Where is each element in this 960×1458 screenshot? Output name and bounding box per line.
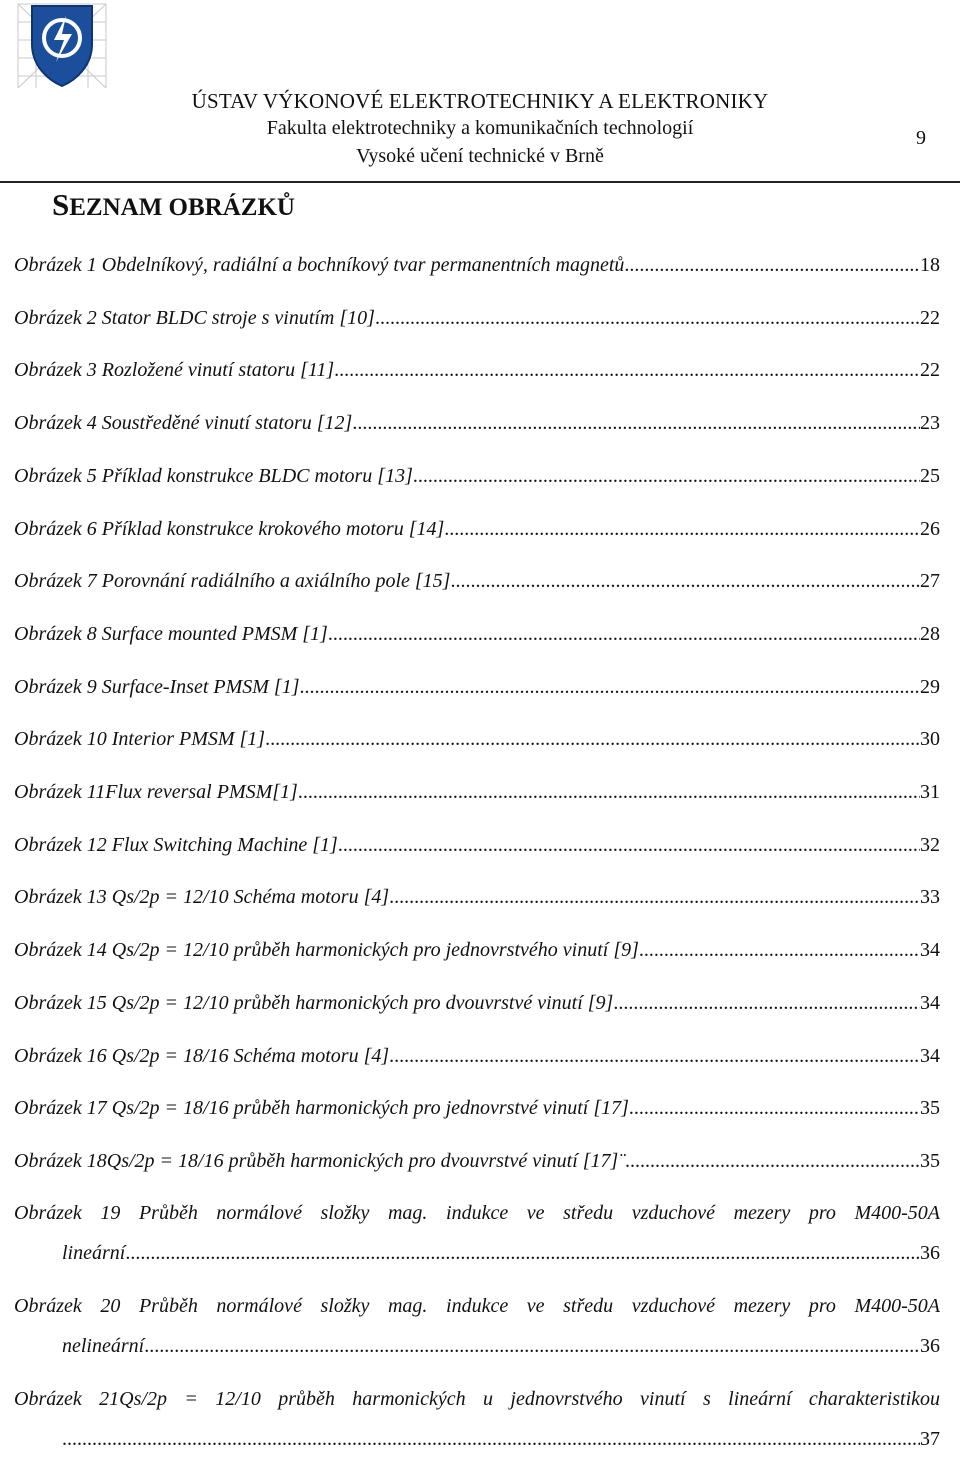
- toc-entry-title: Obrázek 17 Qs/2p = 18/16 průběh harmonických pro jednovrstvé vinutí [17]: [14, 1097, 629, 1119]
- toc-entry-title: Obrázek 5 Příklad konstrukce BLDC motoru [13]: [14, 465, 413, 487]
- institute-name: ÚSTAV VÝKONOVÉ ELEKTROTECHNIKY A ELEKTRONIKY: [191, 89, 769, 113]
- toc-entry-title: Obrázek 7 Porovnání radiálního a axiálního pole [15]: [14, 570, 451, 592]
- toc-leader-dots: [375, 307, 920, 330]
- toc-entry-page: 22: [920, 307, 940, 329]
- toc-entry-continuation[interactable]: [62, 1242, 940, 1272]
- toc-entry-title-line1[interactable]: Obrázek 20 Průběh normálové složky mag. indukce ve středu vzduchové mezery pro M400-50A: [14, 1295, 940, 1317]
- toc-entry-page: 22: [920, 359, 940, 381]
- toc-entry[interactable]: [14, 992, 940, 1022]
- university-name: Vysoké učení technické v Brně: [356, 145, 604, 167]
- toc-entry-title: Obrázek 9 Surface-Inset PMSM [1]: [14, 676, 300, 698]
- toc-leader-dots: [62, 1428, 920, 1451]
- toc-entry-page: 29: [920, 676, 940, 698]
- toc-entry-page: 27: [920, 570, 940, 592]
- toc-leader-dots: [625, 1150, 920, 1173]
- toc-entry[interactable]: [14, 465, 940, 495]
- section-title-initial: S: [52, 187, 70, 222]
- toc-entry-page: 32: [920, 834, 940, 856]
- toc-entry-title-line1[interactable]: Obrázek 19 Průběh normálové složky mag. indukce ve středu vzduchové mezery pro M400-50A: [14, 1202, 940, 1224]
- toc-entry[interactable]: [14, 570, 940, 600]
- toc-entry-title: Obrázek 10 Interior PMSM [1]: [14, 728, 266, 750]
- toc-entry[interactable]: [14, 623, 940, 653]
- toc-entry-page: 34: [920, 1045, 940, 1067]
- toc-entry-continuation[interactable]: [62, 1428, 940, 1458]
- toc-entry[interactable]: [14, 254, 940, 284]
- toc-leader-dots: [413, 465, 920, 488]
- toc-entry[interactable]: [14, 1150, 940, 1180]
- toc-entry-page: 34: [920, 939, 940, 961]
- toc-entry-title: Obrázek 12 Flux Switching Machine [1]: [14, 834, 338, 856]
- toc-entry-page: 30: [920, 728, 940, 750]
- toc-entry-title: Obrázek 8 Surface mounted PMSM [1]: [14, 623, 328, 645]
- toc-leader-dots: [613, 992, 920, 1015]
- toc-entry[interactable]: [14, 518, 940, 548]
- toc-leader-dots: [389, 1045, 920, 1068]
- toc-leader-dots: [450, 570, 920, 593]
- toc-leader-dots: [144, 1335, 920, 1358]
- toc-leader-dots: [265, 728, 920, 751]
- toc-leader-dots: [300, 676, 921, 699]
- toc-entry-continuation[interactable]: [62, 1335, 940, 1365]
- toc-entry-title: Obrázek 1 Obdelníkový, radiální a bochníkový tvar permanentních magnetů: [14, 254, 625, 276]
- toc-entry[interactable]: [14, 728, 940, 758]
- toc-leader-dots: [328, 623, 920, 646]
- toc-entry-page: 35: [920, 1150, 940, 1172]
- toc-leader-dots: [298, 781, 920, 804]
- toc-entry-title: Obrázek 13 Qs/2p = 12/10 Schéma motoru [4]: [14, 886, 390, 908]
- toc-entry[interactable]: [14, 886, 940, 916]
- toc-entry-title: Obrázek 6 Příklad konstrukce krokového motoru [14]: [14, 518, 445, 540]
- header-divider: [0, 181, 960, 183]
- toc-leader-dots: [125, 1242, 920, 1265]
- toc-leader-dots: [444, 518, 920, 541]
- toc-entry[interactable]: [14, 307, 940, 337]
- toc-entry-title: Obrázek 16 Qs/2p = 18/16 Schéma motoru [4]: [14, 1045, 390, 1067]
- toc-leader-dots: [352, 412, 920, 435]
- faculty-name: Fakulta elektrotechniky a komunikačních technologií: [266, 117, 694, 139]
- toc-entry-title: Obrázek 14 Qs/2p = 12/10 průběh harmonických pro jednovrstvého vinutí [9]: [14, 939, 639, 961]
- toc-leader-dots: [389, 886, 920, 909]
- toc-entry-title-line2: nelineární: [62, 1335, 145, 1357]
- toc-entry[interactable]: [14, 676, 940, 706]
- toc-entry-page: 34: [920, 992, 940, 1014]
- toc-entry-page: 26: [920, 518, 940, 540]
- toc-entry-page: 31: [920, 781, 940, 803]
- toc-entry-title: Obrázek 18Qs/2p = 18/16 průběh harmonických pro dvouvrstvé vinutí [17]¨: [14, 1150, 625, 1172]
- toc-entry-page: 23: [920, 412, 940, 434]
- toc-entry-page: 36: [920, 1335, 940, 1357]
- toc-entry[interactable]: [14, 781, 940, 811]
- section-title-rest: EZNAM OBRÁZKŮ: [69, 194, 295, 221]
- university-shield-logo-icon: [14, 0, 110, 92]
- toc-entry-title: Obrázek 4 Soustředěné vinutí statoru [12]: [14, 412, 353, 434]
- toc-entry-page: 36: [920, 1242, 940, 1264]
- toc-entry-page: 28: [920, 623, 940, 645]
- toc-entry-title-line1[interactable]: Obrázek 21Qs/2p = 12/10 průběh harmonických u jednovrstvého vinutí s lineární charakteristikou: [14, 1388, 940, 1410]
- toc-entry[interactable]: [14, 834, 940, 864]
- toc-entry-page: 25: [920, 465, 940, 487]
- toc-entry-title-line2: lineární: [62, 1242, 126, 1264]
- toc-entry-title: Obrázek 3 Rozložené vinutí statoru [11]: [14, 359, 335, 381]
- toc-entry-page: 18: [920, 254, 940, 276]
- toc-entry-title: Obrázek 11Flux reversal PMSM[1]: [14, 781, 298, 803]
- toc-entry-page: 37: [920, 1428, 940, 1450]
- toc-leader-dots: [334, 359, 920, 382]
- toc-entry-page: 35: [920, 1097, 940, 1119]
- toc-entry-page: 33: [920, 886, 940, 908]
- toc-entry-title: Obrázek 15 Qs/2p = 12/10 průběh harmonických pro dvouvrstvé vinutí [9]: [14, 992, 614, 1014]
- toc-entry-title: Obrázek 2 Stator BLDC stroje s vinutím [10]: [14, 307, 375, 329]
- toc-entry[interactable]: [14, 1045, 940, 1075]
- toc-leader-dots: [639, 939, 920, 962]
- toc-leader-dots: [338, 834, 920, 857]
- toc-entry[interactable]: [14, 939, 940, 969]
- toc-entry[interactable]: [14, 412, 940, 442]
- section-title: [52, 187, 295, 223]
- page-number: 9: [916, 127, 926, 149]
- toc-entry[interactable]: [14, 1097, 940, 1127]
- toc-leader-dots: [624, 254, 920, 277]
- toc-leader-dots: [629, 1097, 920, 1120]
- toc-entry[interactable]: [14, 359, 940, 389]
